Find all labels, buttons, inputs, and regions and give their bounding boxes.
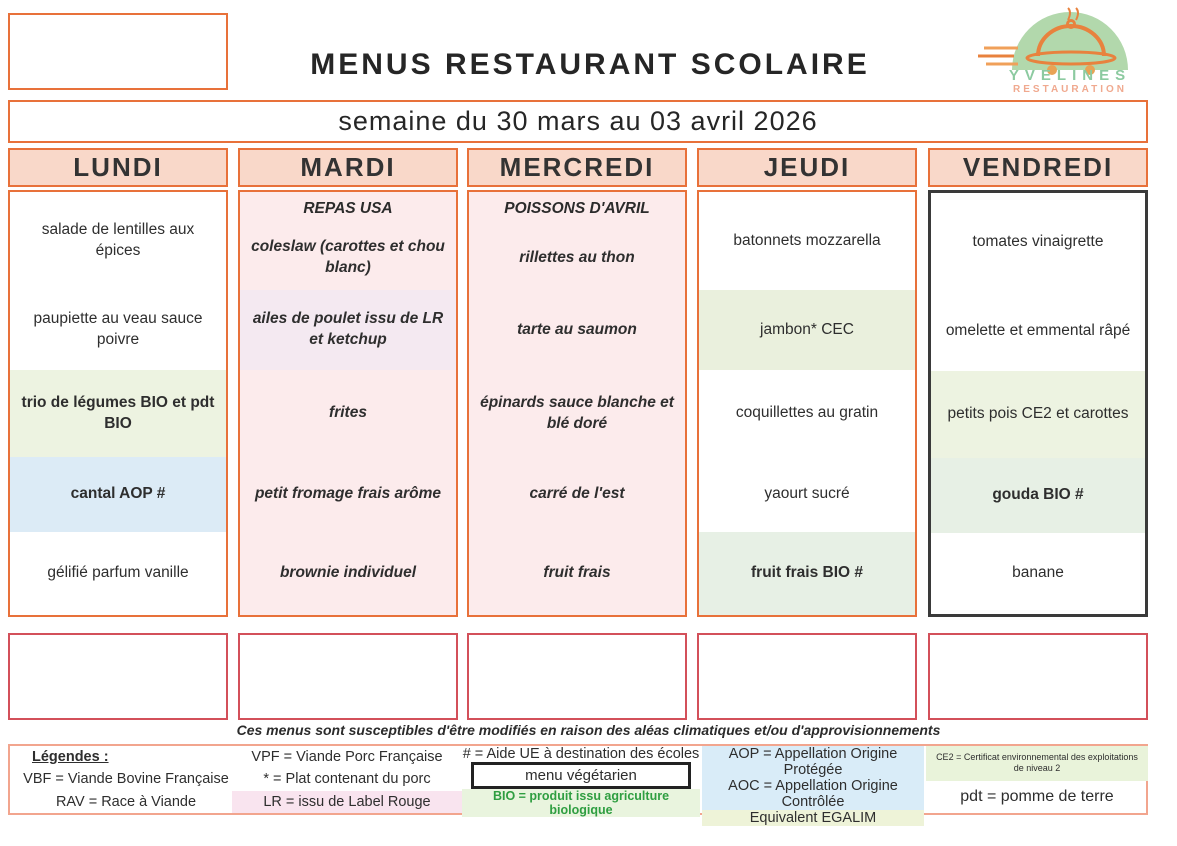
menu-item-main: omelette et emmental râpé [945,321,1131,339]
day-name: VENDREDI [962,152,1114,182]
menu-item-main: jambon* CEC [699,290,915,370]
menu-item-main: ailes de poulet issu de LR et ketchup [240,290,456,370]
day-name: JEUDI [763,152,851,182]
day-header-vendredi [928,148,1148,187]
legend-item-ce2: CE2 = Certificat environnemental des exploitations de niveau 2 [926,746,1148,781]
legend-item-lr: LR = issu de Label Rouge [232,791,462,813]
legend-item-vbf: VBF = Viande Bovine Française [23,771,229,788]
note-box-mercredi [467,633,687,720]
day-column-jeudi [697,148,917,617]
disclaimer-text: Ces menus sont susceptibles d'être modifiés en raison des aléas climatiques et/ou d'approvisionnements [236,722,941,738]
menu-item-cheese: yaourt sucré [764,485,850,503]
menu-item-starter: coleslaw (carottes et chou blanc) [251,238,445,276]
menu-item-dessert: fruit frais [543,564,611,582]
day-menu-vendredi [928,190,1148,617]
day-header-mercredi [467,148,687,187]
note-box-vendredi [928,633,1148,720]
day-menu-mardi [238,190,458,617]
menu-item-main: tarte au saumon [517,320,637,338]
menu-item-starter: salade de lentilles aux épices [41,221,195,259]
legend-column-4 [702,746,924,826]
menu-item-cheese: gouda BIO # [931,458,1145,533]
menu-item-dessert: gélifié parfum vanille [47,564,189,582]
legend-item-vegetarien-row [462,762,700,789]
legend-item-porc: * = Plat contenant du porc [263,771,431,788]
legend-item-vpf: VPF = Viande Porc Française [251,749,443,766]
menu-item-dessert: fruit frais BIO # [699,532,915,615]
menu-item-starter: rillettes au thon [519,248,635,266]
legend-column-2 [232,746,462,813]
week-banner-text: semaine du 30 mars au 03 avril 2026 [338,106,818,136]
legend-item-aop: AOP = Appellation Origine Protégée [728,746,898,778]
menu-item-side: épinards sauce blanche et blé doré [480,393,674,432]
day-header-mardi [238,148,458,187]
legend-column-3 [462,746,700,817]
menu-item-dessert: brownie individuel [279,564,417,582]
legend-title: Légendes : [32,749,109,766]
day-column-mardi [238,148,458,617]
day-column-lundi [8,148,228,617]
day-theme: REPAS USA [303,200,393,217]
legend-item-aide-ue: # = Aide UE à destination des écoles [462,746,700,762]
menu-item-side: petits pois CE2 et carottes [931,371,1145,458]
day-header-jeudi [697,148,917,187]
day-menu-mercredi [467,190,687,617]
menu-item-main: paupiette au veau sauce poivre [33,310,203,348]
day-column-mercredi [467,148,687,617]
note-box-mardi [238,633,458,720]
legend [8,744,1148,826]
menu-item-starter: tomates vinaigrette [972,232,1104,250]
week-banner [8,100,1148,143]
legend-item-rav: RAV = Race à Viande [55,793,197,810]
menu-item-side: coquillettes au gratin [735,404,879,422]
day-name: LUNDI [73,152,163,182]
legend-item-aoc: AOC = Appellation Origine Contrôlée [728,778,898,810]
day-menu-lundi [8,190,228,617]
menu-item-dessert: banane [1012,564,1064,582]
note-box-jeudi [697,633,917,720]
day-column-vendredi [928,148,1148,617]
menu-item-side: trio de légumes BIO et pdt BIO [10,370,226,457]
blank-header-box [8,13,228,90]
legend-column-5 [926,746,1148,813]
day-theme: POISSONS D'AVRIL [504,200,650,217]
legend-item-pdt: pdt = pomme de terre [960,787,1114,805]
logo [972,6,1168,95]
menu-item-cheese: cantal AOP # [10,457,226,532]
menu-item-cheese: petit fromage frais arôme [254,485,442,503]
legend-item-bio: BIO = produit issu agriculture biologique [462,789,700,817]
menu-item-starter: batonnets mozzarella [733,231,881,249]
day-name: MERCREDI [499,152,655,182]
day-name: MARDI [300,152,396,182]
page-title: MENUS RESTAURANT SCOLAIRE [310,48,870,81]
legend-column-1 [20,746,232,813]
vegetarian-menu-badge: menu végétarien [471,762,691,789]
legend-item-egalim: Equivalent EGALIM [702,810,924,826]
logo-subtitle: RESTAURATION [1013,84,1127,95]
menu-item-side: frites [329,404,367,422]
logo-name: YVELINES [1008,67,1132,84]
note-box-lundi [8,633,228,720]
menu-item-cheese: carré de l'est [529,485,625,503]
day-menu-jeudi [697,190,917,617]
day-header-lundi [8,148,228,187]
